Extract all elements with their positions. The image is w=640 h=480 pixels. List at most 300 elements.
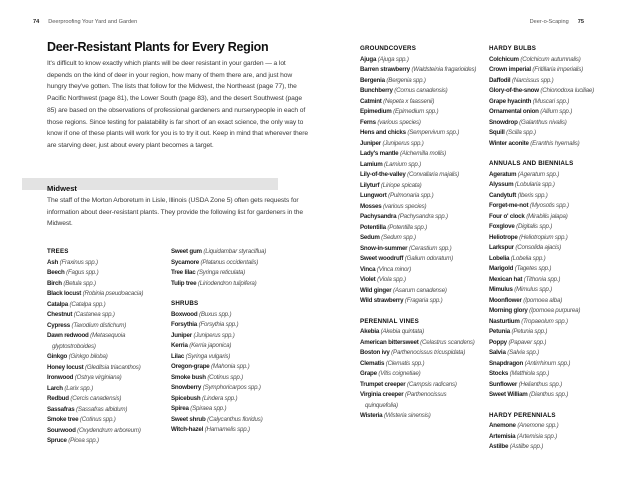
plant-group-hardy_bulbs — [489, 44, 609, 149]
plant-name: Ironwood — [47, 374, 74, 381]
plant-name: Foxglove — [489, 223, 515, 230]
plant-latin: (Tropaeolum spp.) — [519, 317, 568, 325]
plant-item — [489, 285, 609, 296]
plant-item — [489, 222, 609, 233]
plant-latin: (Fagus spp.) — [64, 269, 99, 276]
plant-name: Spirea — [171, 405, 189, 412]
plant-item — [47, 331, 169, 352]
plant-name: Kerria — [171, 342, 188, 349]
plant-item — [360, 359, 478, 370]
plant-item — [489, 380, 609, 391]
plant-item — [360, 149, 478, 160]
plant-latin: (Tagetes spp.) — [513, 265, 552, 272]
plant-latin: (Betula spp.) — [61, 279, 96, 287]
plant-item — [171, 352, 277, 363]
plant-item — [171, 425, 277, 436]
plant-name: Boston ivy — [360, 349, 390, 356]
plant-latin: (Alchemilla mollis) — [398, 150, 446, 157]
plant-item — [47, 268, 169, 279]
plant-item — [489, 128, 609, 139]
plant-latin: (Kerria japonica) — [187, 342, 232, 349]
plant-latin: (Celastrus scandens) — [418, 338, 475, 346]
plant-latin: (Sedum spp.) — [379, 234, 416, 241]
plant-latin: (Petunia spp.) — [509, 328, 548, 335]
plant-latin: (Syringa reticulata) — [195, 269, 245, 276]
plant-item — [47, 384, 169, 395]
plant-item — [360, 55, 478, 66]
plant-group-hardy_perennials — [489, 411, 609, 453]
plant-name: Snow-in-summer — [360, 244, 408, 252]
plant-item — [360, 139, 478, 150]
plant-item — [360, 107, 478, 118]
plant-name: Lungwort — [360, 192, 387, 199]
plant-column-4 — [489, 44, 609, 453]
plant-name: Catalpa — [47, 300, 68, 308]
plant-latin: (Antirrhinum spp.) — [523, 359, 571, 367]
plant-latin: (Calycanthus floridus) — [205, 415, 263, 423]
plant-latin: (Galanthus nivalis) — [517, 118, 567, 126]
plant-item — [171, 415, 277, 426]
plant-latin: (Fragaria spp.) — [403, 297, 443, 304]
plant-item — [489, 191, 609, 202]
plant-item — [360, 212, 478, 223]
plant-name: Forget-me-not — [489, 202, 529, 209]
plant-item — [360, 244, 478, 255]
plant-name: Marigold — [489, 265, 514, 272]
plant-latin: (Lobelia spp.) — [509, 254, 546, 262]
plant-name: Sweet woodruff — [360, 255, 404, 262]
plant-name: Salvia — [489, 349, 506, 356]
plant-name: Cypress — [47, 321, 71, 329]
plant-item — [489, 348, 609, 359]
plant-latin: (Catalpa spp.) — [67, 300, 106, 308]
plant-name: Honey locust — [47, 363, 84, 371]
plant-name: Birch — [47, 279, 62, 287]
plant-latin: (Ipomoea purpurea) — [527, 307, 581, 314]
plant-item — [47, 405, 169, 416]
plant-name: Snapdragon — [489, 359, 524, 367]
plant-name: Sweet shrub — [171, 415, 206, 423]
plant-name: Morning glory — [489, 307, 528, 314]
list-heading-perennial_vines: PERENNIAL VINES — [360, 317, 419, 325]
plant-item — [489, 296, 609, 307]
plant-latin: (Bergenia spp.) — [384, 76, 426, 84]
plant-latin: (Heliotropium spp.) — [517, 233, 568, 241]
plant-item — [171, 247, 277, 258]
plant-item — [360, 160, 478, 171]
plant-latin: (Vinca minor) — [375, 265, 412, 273]
plant-item — [489, 306, 609, 317]
plant-name: Akebia — [360, 328, 380, 335]
plant-name: Lily-of-the-valley — [360, 171, 406, 178]
plant-item — [360, 223, 478, 234]
page-number-left: 74 — [33, 19, 40, 25]
plant-item — [360, 348, 478, 359]
plant-item — [360, 128, 478, 139]
plant-latin: (Colchicum autumnalis) — [518, 55, 581, 63]
plant-item — [360, 76, 478, 87]
plant-latin: (Papaver spp.) — [506, 338, 547, 346]
plant-group-annuals_biennials — [489, 159, 609, 401]
plant-name: Heliotrope — [489, 233, 518, 241]
plant-latin: (Asarum canadense) — [391, 286, 447, 294]
plant-item — [360, 97, 478, 108]
plant-name: Barren strawberry — [360, 66, 410, 73]
plant-latin: (Castanea spp.) — [72, 311, 115, 318]
plant-item — [360, 390, 478, 411]
plant-latin: (Narcissus spp.) — [510, 76, 554, 84]
list-heading-hardy_perennials: HARDY PERENNIALS — [489, 411, 556, 419]
plant-name: Boxwood — [171, 310, 198, 318]
plant-latin: (Nepeta x faassenii) — [381, 97, 435, 105]
plant-name: Trumpet creeper — [360, 380, 406, 388]
plant-latin: (Salvia spp.) — [505, 349, 540, 356]
running-head-left — [33, 19, 137, 25]
plant-item — [489, 201, 609, 212]
plant-latin: (Lobularia spp.) — [513, 181, 555, 188]
plant-item — [47, 363, 169, 374]
plant-name: Sourwood — [47, 426, 76, 434]
plant-latin: (Anemone spp.) — [515, 422, 559, 429]
plant-name: Wild strawberry — [360, 297, 404, 304]
section-heading: Midwest — [47, 184, 77, 193]
plant-item — [171, 279, 277, 290]
plant-name: American bittersweet — [360, 338, 419, 346]
plant-latin: (Syringa vulgaris) — [184, 352, 231, 360]
plant-item — [360, 254, 478, 265]
plant-name: Squill — [489, 129, 505, 136]
plant-name: Snowdrop — [489, 118, 518, 126]
plant-latin: (Wisteria sinensis) — [382, 412, 431, 419]
plant-name: Ash — [47, 258, 59, 266]
plant-latin: (Scilla spp.) — [504, 129, 536, 136]
plant-name: Larch — [47, 384, 63, 392]
plant-item — [489, 65, 609, 76]
plant-latin: (Cotinus spp.) — [78, 416, 116, 423]
section-paragraph: The staff of the Morton Arboretum in Lisle, Illinois (USDA Zone 5) often gets requests for information about deer-resistant plants. They provide the following list for gardeners in the Midwest. — [47, 197, 303, 228]
plant-item — [360, 170, 478, 181]
plant-name: Colchicum — [489, 55, 519, 63]
plant-latin: (Ipomoea alba) — [521, 296, 563, 304]
plant-name: Poppy — [489, 338, 507, 346]
plant-latin: (Matthiola spp.) — [508, 370, 550, 377]
plant-name: Catmint — [360, 97, 382, 105]
plant-latin: (Liriodendron tulipifera) — [196, 279, 257, 287]
plant-name: Epimedium — [360, 108, 392, 115]
plant-column-3 — [360, 44, 478, 422]
plant-latin: (Muscari spp.) — [531, 97, 570, 105]
plant-item — [171, 362, 277, 373]
plant-name: Grape — [360, 370, 377, 377]
plant-item — [489, 86, 609, 97]
plant-item — [489, 97, 609, 108]
plant-latin: (Viola spp.) — [375, 276, 406, 283]
plant-latin: (Waldsteinia fragarioides) — [409, 66, 477, 73]
plant-item — [47, 436, 169, 447]
plant-latin: (Buxus spp.) — [197, 310, 232, 318]
plant-item — [360, 327, 478, 338]
plant-item — [489, 327, 609, 338]
plant-group-shrubs — [171, 299, 277, 436]
plant-name: Clematis — [360, 359, 385, 367]
plant-name: Violet — [360, 276, 376, 283]
plant-item — [171, 383, 277, 394]
plant-latin: (Gleditsia triacanthos) — [83, 363, 141, 371]
plant-item — [360, 275, 478, 286]
plant-name: Daffodil — [489, 76, 511, 84]
plant-latin: (Parthenocissus tricuspidata) — [389, 349, 466, 356]
plant-item — [171, 320, 277, 331]
plant-item — [47, 279, 169, 290]
plant-latin: (Consolida ajacis) — [513, 244, 561, 251]
plant-name: Grape hyacinth — [489, 97, 532, 105]
plant-item — [489, 233, 609, 244]
plant-name: Lobelia — [489, 254, 510, 262]
plant-name: Sweet William — [489, 391, 528, 398]
plant-item — [489, 107, 609, 118]
plant-latin: (Cotinus spp.) — [205, 373, 244, 381]
plant-latin: (Metasequoia glyptostroboides) — [52, 332, 126, 350]
intro-paragraph: It's difficult to know exactly which plants will be deer resistant in your garden — a lot depends on the kind of deer in your region, how many of them there are, and just how hungry they've gotten. The lists that follow for the Midwest, the Northeast (page 77), the Pacific Northwest (page 81), the Lower South (page 83), and the desert Southwest (page 85) are based on the observations of professional gardeners and nurserypeople in each of those regions. Since testing for palatability is far short of an exact science, the only way to know if one of these plants will work for you is to try it out. Keep in mind that wherever there are starving deer, just about every plant becomes a target. — [47, 60, 309, 149]
plant-name: Snowberry — [171, 384, 202, 391]
plant-group-perennial_vines — [360, 317, 478, 422]
plant-item — [171, 373, 277, 384]
plant-name: Ageratum — [489, 170, 517, 178]
plant-latin: (Lamium spp.) — [382, 160, 421, 168]
plant-name: Petunia — [489, 328, 510, 335]
page-title: Deer-Resistant Plants for Every Region — [47, 40, 269, 54]
plant-latin: (Cercis canadensis) — [68, 395, 122, 402]
plant-name: Anemone — [489, 422, 516, 429]
plant-latin: (Myosotis spp.) — [528, 202, 569, 209]
plant-name: Stocks — [489, 370, 509, 377]
plant-name: Dawn redwood — [47, 332, 89, 339]
plant-item — [489, 390, 609, 401]
plant-item — [360, 286, 478, 297]
section-heading-bar — [22, 178, 278, 193]
plant-latin: (Allium spp.) — [538, 108, 573, 115]
plant-latin: (Juniperus spp.) — [191, 331, 235, 339]
plant-name: Forsythia — [171, 321, 198, 328]
plant-latin: (Robinia pseudoacacia) — [81, 290, 144, 297]
plant-name: Ginkgo — [47, 353, 68, 360]
plant-name: Alyssum — [489, 181, 514, 188]
plant-item — [360, 338, 478, 349]
plant-name: Juniper — [360, 139, 381, 147]
plant-item — [171, 394, 277, 405]
plant-name: Pachysandra — [360, 213, 397, 220]
plant-latin: (Ginkgo biloba) — [67, 353, 108, 360]
plant-name: Ornamental onion — [489, 108, 539, 115]
plant-latin: (Parthenocissus quinquefolia) — [365, 391, 447, 409]
plant-group-trees — [171, 247, 277, 289]
plant-name: Beech — [47, 269, 65, 276]
plant-name: Oregon-grape — [171, 363, 210, 370]
plant-item — [489, 442, 609, 453]
plant-item — [489, 317, 609, 328]
plant-item — [489, 432, 609, 443]
plant-item — [171, 268, 277, 279]
plant-latin: (Astilbe spp.) — [508, 443, 544, 450]
plant-name: Bergenia — [360, 76, 385, 84]
plant-latin: (Cerastium spp.) — [407, 244, 452, 252]
plant-name: Lilac — [171, 352, 185, 360]
plant-name: Mexican hat — [489, 275, 523, 283]
plant-item — [360, 296, 478, 307]
plant-item — [489, 275, 609, 286]
plant-group-trees — [47, 247, 169, 447]
plant-name: Witch-hazel — [171, 426, 204, 433]
plant-latin: (Lindera spp.) — [200, 394, 238, 402]
plant-name: Black locust — [47, 290, 82, 297]
plant-column-1 — [47, 247, 169, 447]
plant-name: Ajuga — [360, 55, 377, 63]
plant-latin: (Tithonia spp.) — [522, 275, 561, 283]
plant-item — [489, 118, 609, 129]
plant-latin: (Forsythia spp.) — [197, 321, 239, 328]
plant-item — [360, 191, 478, 202]
plant-item — [47, 300, 169, 311]
plant-item — [360, 118, 478, 129]
plant-name: Spicebush — [171, 394, 201, 402]
plant-latin: (Fraxinus spp.) — [58, 258, 98, 266]
plant-latin: (Eranthis hyemalis) — [528, 139, 580, 147]
plant-latin: (Convallaria majalis) — [405, 171, 459, 178]
plant-latin: (Potentilla spp.) — [385, 223, 427, 231]
plant-name: Four o' clock — [489, 212, 525, 220]
plant-name: Astilbe — [489, 443, 509, 450]
plant-latin: (Taxodium distichum) — [70, 321, 127, 329]
plant-item — [489, 243, 609, 254]
plant-name: Sassafras — [47, 405, 75, 413]
plant-name: Potentilla — [360, 223, 386, 231]
plant-latin: (Galium odoratum) — [403, 255, 453, 262]
plant-latin: (Mimulus spp.) — [512, 286, 552, 293]
plant-name: Mimulus — [489, 286, 513, 293]
plant-item — [489, 170, 609, 181]
plant-latin: (Vitis coignetiae) — [376, 370, 421, 377]
plant-latin: (Pachysandra spp.) — [396, 213, 448, 220]
plant-item — [47, 415, 169, 426]
plant-name: Nasturtium — [489, 317, 520, 325]
plant-name: Juniper — [171, 331, 192, 339]
plant-item — [489, 55, 609, 66]
plant-latin: (Helianthus spp.) — [517, 380, 563, 388]
plant-item — [360, 181, 478, 192]
plant-item — [47, 310, 169, 321]
plant-latin: (Akebia quintata) — [379, 328, 424, 335]
plant-latin: (Hamamelis spp.) — [203, 426, 250, 433]
plant-name: Bunchberry — [360, 87, 393, 94]
plant-name: Smoke bush — [171, 373, 206, 381]
plant-latin: (Larix spp.) — [62, 384, 93, 392]
plant-latin: (Ajuga spp.) — [376, 55, 409, 63]
plant-name: Wisteria — [360, 412, 383, 419]
plant-item — [489, 212, 609, 223]
plant-item — [360, 369, 478, 380]
plant-item — [489, 421, 609, 432]
plant-latin: (Sempervivum spp.) — [405, 129, 460, 136]
plant-name: Redbud — [47, 395, 69, 402]
plant-latin: (Iberis spp.) — [516, 191, 548, 199]
plant-name: Smoke tree — [47, 416, 79, 423]
plant-item — [47, 426, 169, 437]
plant-item — [171, 310, 277, 321]
plant-name: Tree lilac — [171, 269, 196, 276]
plant-item — [489, 139, 609, 150]
plant-item — [47, 373, 169, 384]
plant-item — [489, 76, 609, 87]
plant-latin: (Campsis radicans) — [405, 380, 457, 388]
plant-latin: (Symphoricarpos spp.) — [201, 384, 261, 391]
plant-item — [171, 258, 277, 269]
list-heading-annuals_biennials: ANNUALS AND BIENNIALS — [489, 160, 574, 167]
plant-latin: (Mahonia spp.) — [209, 363, 250, 370]
plant-latin: (Digitalis spp.) — [514, 223, 553, 230]
plant-name: Sycamore — [171, 258, 199, 266]
plant-latin: (Oxydendrum arboreum) — [75, 426, 141, 434]
plant-item — [47, 352, 169, 363]
plant-name: Artemisia — [489, 432, 516, 440]
plant-name: Lilyturf — [360, 181, 380, 189]
plant-name: Tulip tree — [171, 279, 197, 287]
plant-item — [171, 331, 277, 342]
plant-name: Glory-of-the-snow — [489, 87, 539, 94]
plant-latin: (Clematis spp.) — [384, 359, 425, 367]
plant-name: Ferns — [360, 118, 376, 126]
plant-latin: (Fritillaria imperialis) — [530, 66, 583, 73]
plant-name: Vinca — [360, 265, 376, 273]
plant-item — [489, 369, 609, 380]
plant-latin: (Cornus canadensis) — [392, 87, 448, 94]
plant-item — [47, 394, 169, 405]
plant-name: Candytuft — [489, 191, 517, 199]
running-head-left-text: Deerproofing Your Yard and Garden — [48, 19, 138, 25]
plant-name: Sunflower — [489, 380, 518, 388]
plant-latin: (various species) — [381, 202, 427, 210]
plant-latin: (Liriope spicata) — [379, 181, 422, 189]
plant-latin: (Chionodoxa luciliae) — [538, 87, 594, 94]
plant-latin: (Dianthus spp.) — [527, 391, 569, 398]
plant-name: Virginia creeper — [360, 391, 404, 398]
plant-latin: (Juniperus spp.) — [380, 139, 424, 147]
plant-latin: (Platanus occidentalis) — [198, 258, 259, 266]
list-heading-groundcovers: GROUNDCOVERS — [360, 45, 417, 52]
plant-item — [360, 65, 478, 76]
page-number-right: 75 — [577, 19, 584, 25]
plant-item — [47, 258, 169, 269]
running-head-right-text: Deer-o-Scaping — [529, 19, 569, 25]
list-heading-shrubs: SHRUBS — [171, 300, 199, 307]
plant-item — [489, 264, 609, 275]
plant-item — [47, 321, 169, 332]
plant-latin: (Ostrya virginiana) — [73, 374, 122, 381]
plant-item — [360, 380, 478, 391]
plant-group-groundcovers — [360, 44, 478, 307]
list-heading-hardy_bulbs: HARDY BULBS — [489, 45, 537, 52]
plant-item — [171, 404, 277, 415]
plant-item — [489, 180, 609, 191]
plant-name: Sweet gum — [171, 248, 202, 255]
plant-name: Chestnut — [47, 311, 73, 318]
plant-latin: (Epimedium spp.) — [391, 108, 439, 115]
plant-latin: (Spiraea spp.) — [188, 405, 227, 412]
plant-latin: (Picea spp.) — [66, 437, 99, 444]
plant-latin: (Liquidambar styraciflua) — [201, 248, 267, 255]
plant-latin: (various species) — [375, 118, 421, 126]
plant-latin: (Artemisia spp.) — [515, 432, 558, 440]
plant-name: Sedum — [360, 234, 380, 241]
